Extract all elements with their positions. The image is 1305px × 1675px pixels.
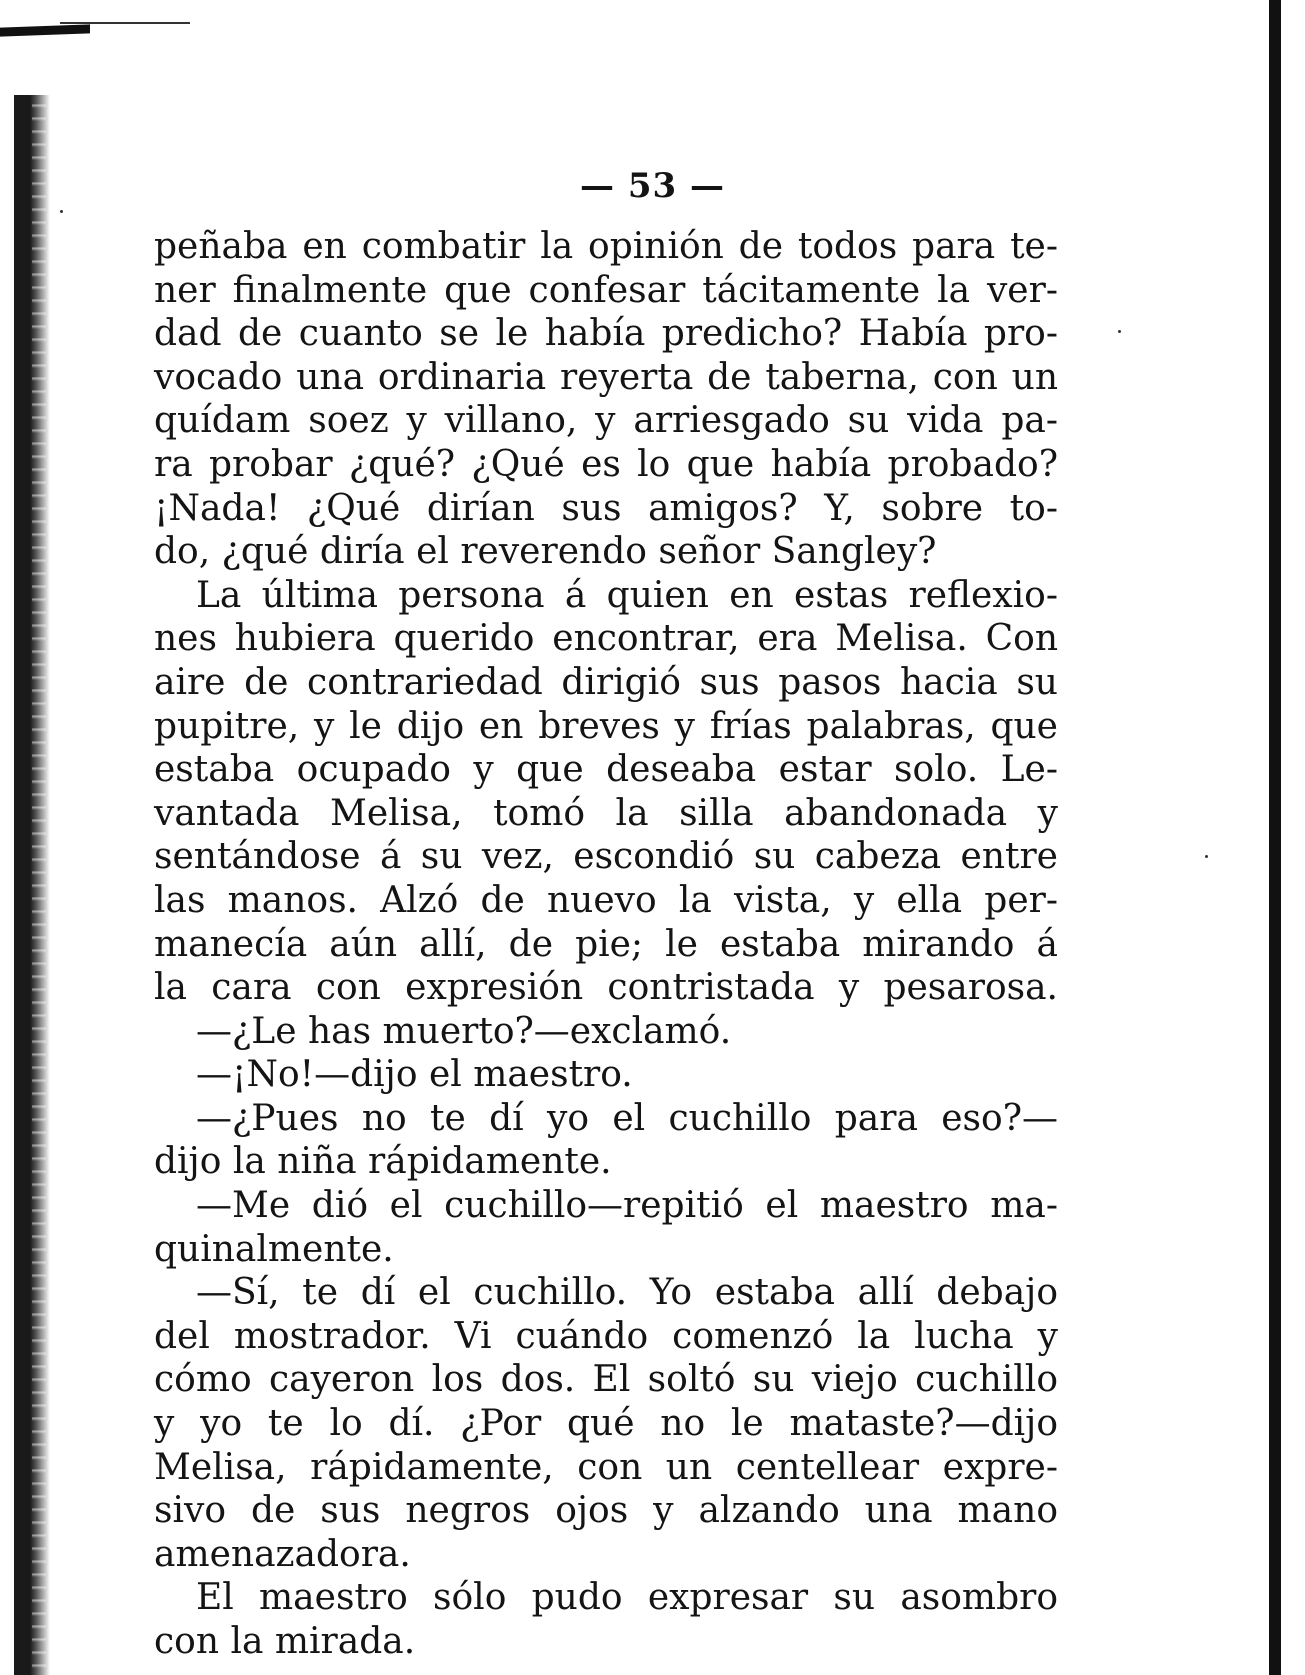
text-line: vocado una ordinaria reyerta de taberna, con un bbox=[154, 356, 1058, 398]
text-line: cómo cayeron los dos. El soltó su viejo cuchillo bbox=[154, 1359, 1058, 1401]
text-line: estaba ocupado y que deseaba estar solo. Le- bbox=[154, 749, 1058, 791]
text-line: Melisa, rápidamente, con un centellear expre- bbox=[154, 1446, 1058, 1488]
scan-right-edge bbox=[1269, 0, 1281, 1675]
text-line: dad de cuanto se le había predicho? Había pro- bbox=[154, 313, 1058, 355]
text-line: la cara con expresión contristada y pesarosa. bbox=[154, 967, 1058, 1009]
text-line: sivo de sus negros ojos y alzando una mano bbox=[154, 1490, 1058, 1532]
text-line: La última persona á quien en estas reflexio- bbox=[196, 574, 1058, 616]
text-line: y yo te lo dí. ¿Por qué no le mataste?—dijo bbox=[154, 1403, 1058, 1445]
text-line: —¿Le has muerto?—exclamó. bbox=[196, 1010, 732, 1052]
page-body-text bbox=[154, 225, 1058, 1664]
text-line: dijo la niña rápidamente. bbox=[154, 1141, 612, 1183]
scan-speck bbox=[60, 210, 63, 213]
text-line: quinalmente. bbox=[154, 1228, 394, 1270]
text-line: El maestro sólo pudo expresar su asombro bbox=[196, 1577, 1058, 1619]
text-line: aire de contrariedad dirigió sus pasos hacia su bbox=[154, 661, 1058, 703]
text-line: ner finalmente que confesar tácitamente la ver- bbox=[154, 269, 1058, 311]
text-line: vantada Melisa, tomó la silla abandonada y bbox=[154, 792, 1058, 834]
text-line: manecía aún allí, de pie; le estaba mirando á bbox=[154, 923, 1058, 965]
text-line: —Sí, te dí el cuchillo. Yo estaba allí debajo bbox=[196, 1272, 1058, 1314]
text-line: —¿Pues no te dí yo el cuchillo para eso?— bbox=[196, 1097, 1058, 1139]
text-line: ra probar ¿qué? ¿Qué es lo que había probado? bbox=[154, 443, 1058, 485]
text-line: —¡No!—dijo el maestro. bbox=[196, 1054, 633, 1096]
text-line: del mostrador. Vi cuándo comenzó la lucha y bbox=[154, 1315, 1058, 1357]
page-number: — 53 — bbox=[580, 166, 725, 206]
text-line: nes hubiera querido encontrar, era Melisa. Con bbox=[154, 618, 1058, 660]
text-line: sentándose á su vez, escondió su cabeza entre bbox=[154, 836, 1058, 878]
scan-left-edge bbox=[14, 95, 50, 1675]
text-line: pupitre, y le dijo en breves y frías palabras, que bbox=[154, 705, 1058, 747]
text-line: do, ¿qué diría el reverendo señor Sangley? bbox=[154, 531, 937, 573]
text-line: —Me dió el cuchillo—repitió el maestro ma- bbox=[196, 1185, 1058, 1227]
scan-speck bbox=[1118, 330, 1121, 333]
text-line: amenazadora. bbox=[154, 1533, 411, 1575]
text-line: las manos. Alzó de nuevo la vista, y ella per- bbox=[154, 879, 1058, 921]
scan-speck bbox=[1205, 855, 1208, 858]
text-line: ¡Nada! ¿Qué dirían sus amigos? Y, sobre to- bbox=[154, 487, 1058, 529]
text-line: peñaba en combatir la opinión de todos para te- bbox=[154, 226, 1058, 267]
text-line: con la mirada. bbox=[154, 1621, 416, 1662]
scan-corner-mark bbox=[0, 18, 190, 40]
text-line: quídam soez y villano, y arriesgado su vida pa- bbox=[154, 400, 1058, 442]
